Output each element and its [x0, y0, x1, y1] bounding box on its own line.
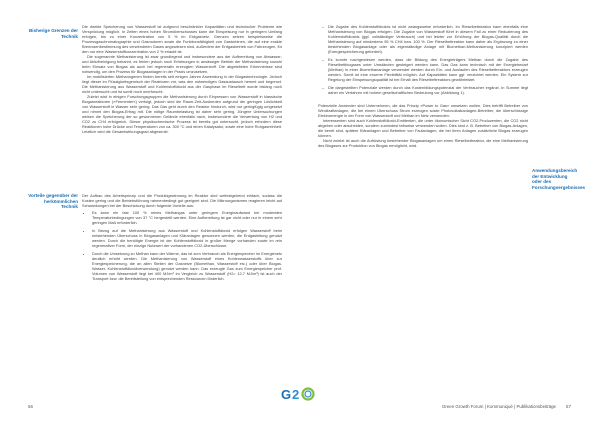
left-column-section-2 — [82, 193, 282, 284]
right-column — [318, 24, 528, 148]
paragraph: Nicht zuletzt ist auch die Aufrüstung bestehender Biogasanlagen um einen Rieselbettreaktor, die eine Methanisierung des Biogases zur Produktion von Biogas ermöglicht, wird. — [318, 138, 528, 148]
dash-list — [318, 24, 528, 95]
left-column-section-1 — [82, 24, 282, 134]
right-page-number: 57 — [566, 404, 571, 409]
paragraph: Zuletzt wird in einigen Forschungsgruppen die Methanisierung durch Einpressen von Wasserstoff in klassische Biogasreaktoren (»Fermenter«) verfolgt, jedoch sind die Raum-Zeit-Ausbeuten aufgrund der geringen Löslichkeit von Wasserstoff in Wasser sehr gering. Das Gas geht durch den Reaktor hindurch, wird nur geringfügig umgesetzt und nimmt den Biogas-Ertrag mit. Die nötige Raumbelastung ist daher sehr gering. Jüngere Untersuchungen weisen die Speicherung der so gewonnenen Gelände ebenfalls nach, insbesondere die Verwertung von H2 und CO2 zu CH4 erfolgreich. Dieser physikochemische Prozess ist bereits gut untersucht, jedoch erfordern diese Reaktionen hohe Drücke und Temperaturen von ca. 300 °C und einen Katalysator, sowie eine hohe Rohgasreinheit. Letztlich wird die Gesamtwirkungsgrad abgesenkt. — [82, 94, 282, 134]
footer-label: Green Growth Forum | Kommuniqué | Publikationsbeiträge — [441, 404, 556, 409]
list-item: – Es konnte nachgewiesen werden, dass die Bildung des Energieträgers Methan durch die Zugabe des Rieselbettbiogases unter Umständen gesteigert werden kann. Das Gas kann technisch mit der Energiebedarf (Methan) in einer Biomethananlage verwendet werden durch Ein- und Auslaufen des Rieselbettreaktors erzeugen werden. Somit ist eine enorme Flexibilität möglich. Auf Kapazitäten kann ggf. verzichtet werden. Ein System zur Regelung der Einspeisungsqualität ist bei Erhalt des Rieselbettreaktors gewährleistet. — [328, 57, 528, 82]
list-item: • Es kann ein fast 100 % reines Methangas unter geringem Energieaufwand bei moderaten Temperaturbedingungen von 37 °C hergestellt werden. Eine Aufbereitung ist gar nicht oder nur in einem sehr geringen Maß erforderlich. — [92, 210, 282, 225]
g20-logo — [280, 384, 320, 404]
list-item: • Durch die Umsetzung zu Methan kann der Wärme, das ist zum Verbrauch als Energiespeicher im Energienetz deutlich erhöht werden. Die Methanisierung von Wasserstoff eines Kohlenwasserstoffs über zur Energiespeicherung, die an allen Stellen der Gasnetze (Biomethan, Wasserstoff etc.) oder über Biogas, Wasser, Kohlenstoffdioxidverwendung) genutzt werden kann. Das erzeugte Gas zum Energiespeicher prof. Volumen von Wasserstoff liegt bei 400 MJ/m³ im Vergleich zu Wasserstoff (H2= 12,7 MJ/m³) ist auch der Transport bzw. die Bereitstellung von entsprechenden Ressourcen förderlich. — [92, 251, 282, 281]
paragraph: Potenzielle Anwender sind Unternehmen, die das Prinzip »Power to Gas« umsetzen wollen. Dies betrifft Betreiber von Windkraftanlagen, die bei einem Überschuss Strom erzeugen sowie Photovoltaikanlagen-Betreiber, die überschüssige Elektroenergie in der Form von Wasserstoff und Methan im Netz verwenden. — [318, 103, 528, 118]
paragraph: Der Aufbau des Arbeitsprinzip und die Produktgewinnung im Reaktor sind weitestgehend einfach, sodass die Kosten gering und die Betriebsführung rahmenbedingt gut geeignet sind. Die Mikroorganismen reagieren leicht auf Schwankungen bei der Beschickung durch folgende Vorteile aus: — [82, 193, 282, 208]
advantages-list — [82, 210, 282, 281]
right-footer-label — [400, 404, 556, 409]
list-item: – Die dargestellten Potenziale werden durch das Kostenbildungspotenzial der Verbraucher ergänzt. In Summe liegt daher ein Verfahren mit hohem gesellschaftlichen Bedeutung vor (Abbildung 1). — [328, 85, 528, 95]
paragraph: Die sogenannte Methanisierung ist zwar grundlegend und insbesondere aus der Aufbereitung von Abwasser- und Abluftreinigung bekannt, es fehlen jedoch noch Erfahrungen in ansässiger Betrieb der Methanisierung sowohl beim Einsatz von Biogas als auch bei regenerativ erzeugten Wasserstoff. Die abgeleiteten Erkenntnisse sind notwendig, um den Prozess für Biogasanlagen in der Praxis umzusetzen. — [82, 54, 282, 74]
logo-number: 2 — [292, 387, 300, 402]
sidenote-bisherige-grenzen: Bisherige Grenzen der Technik — [28, 28, 78, 39]
paragraph: Im mobilisierten Methanogenen finden bereits seit einigen Jahren Anwendung in der Biogastechnologie. Jedoch liegt dieser im Flüssigkeitsgemisch der Reaktoren vor, was den notwendigen Gasaustausch hemmt und begrenzt. Die Methanisierung aus Wasserstoff und Kohlenstoffdioxid aus der Gasphase im Rieselbett wurde bislang noch nicht untersucht und ist somit noch unerforscht. — [82, 74, 282, 94]
sidenote-vorteile: Vorteile gegenüber der herkömmlichen Technik — [28, 193, 78, 210]
logo-ring-inner — [305, 391, 311, 397]
left-page-number: 56 — [28, 404, 33, 409]
logo-ring — [303, 389, 314, 400]
paragraph: Die direkte Speicherung von Wasserstoff ist aufgrund beschränkter Kapazitäten und technischer Probleme wie Versprödung möglich. In Zeiten eines hohen Stromüberschusses kann die Einspeisung nur in geringem Umfang erfolgen, bis zu einer Konzentration von 5 % im Erdgasnetz. Grenzen setzen beispielsweise die Prozessgaschromatographie und Gasmotoren sowie die Funktionsfähigkeit von Gasturbinen, die auf eine exakte Brennwertbestimmung des verwendeten Gases angewiesen sind, außerdem der Erdgasbetrieb von Fahrzeugen, für den nur eine Wasserstoffkonzentration von 2 % erlaubt ist. — [82, 24, 282, 54]
list-item: • In Bezug auf die Methanisierung aus Wasserstoff und Kohlenstoffdioxid erfolgen Wasserstoff beim entstehenden Überschuss in Biogasanlagen und Kläranlagen gewonnen werden, die Erdgasleitung genutzt werden. Durch die benötigte Energie ist der Kohlenstoffdioxid in großer Menge vorhanden sowie im rein regenerativer Form, der einzige Nutzwert der vorhandenen CO2-Überschüsse. — [92, 228, 282, 248]
logo-letter: G — [281, 387, 292, 402]
sidenote-anwendungsbereich: Anwendungsbereich der Entwicklung oder des Forschungsergebnisses — [532, 168, 586, 190]
list-item: – Die Zugabe des Kohlenstoffdioxids ist nicht zwangsweise erforderlich. Im Rieselbettreaktor kann ebenfalls eine Methanisierung von Biogas erfolgen. Die Zugabe von Wasserstoff führt in diesem Fall zu einer Reduzierung des Kohlenstoffdioxids (ggf. vollständiger Verbrauch) und bei letzter zur Erhöhung der Biogas-Qualität durch die Methanisierung auf mindestens 95 % CH4 bzw. 100 %. Der Rieselbettreaktor kann daher als Ergänzung zu einer bestehenden Biogasanlage oder als eigenständige Anlage mit Biomethan-Methanisierung konzipiert werden (Energiespeicherung gefordert). — [328, 24, 528, 54]
paragraph: Interessenten sind auch Kohlenstoffdioxid-Emittenten, die unter ökonomischer Sicht CO2-Produzenten, die CO2 nicht abgeben oder abscheiden, sondern zumindest teilweise verwenden wollen. Dies sind z. B. Betreiber von Biogas-Anlagen, die bereit sind, spätere Kläranlagen und Betreiber von Faulanlagen, die bei ihren Anlagen zusätzliche Biogas erzeugen können. — [318, 118, 528, 138]
